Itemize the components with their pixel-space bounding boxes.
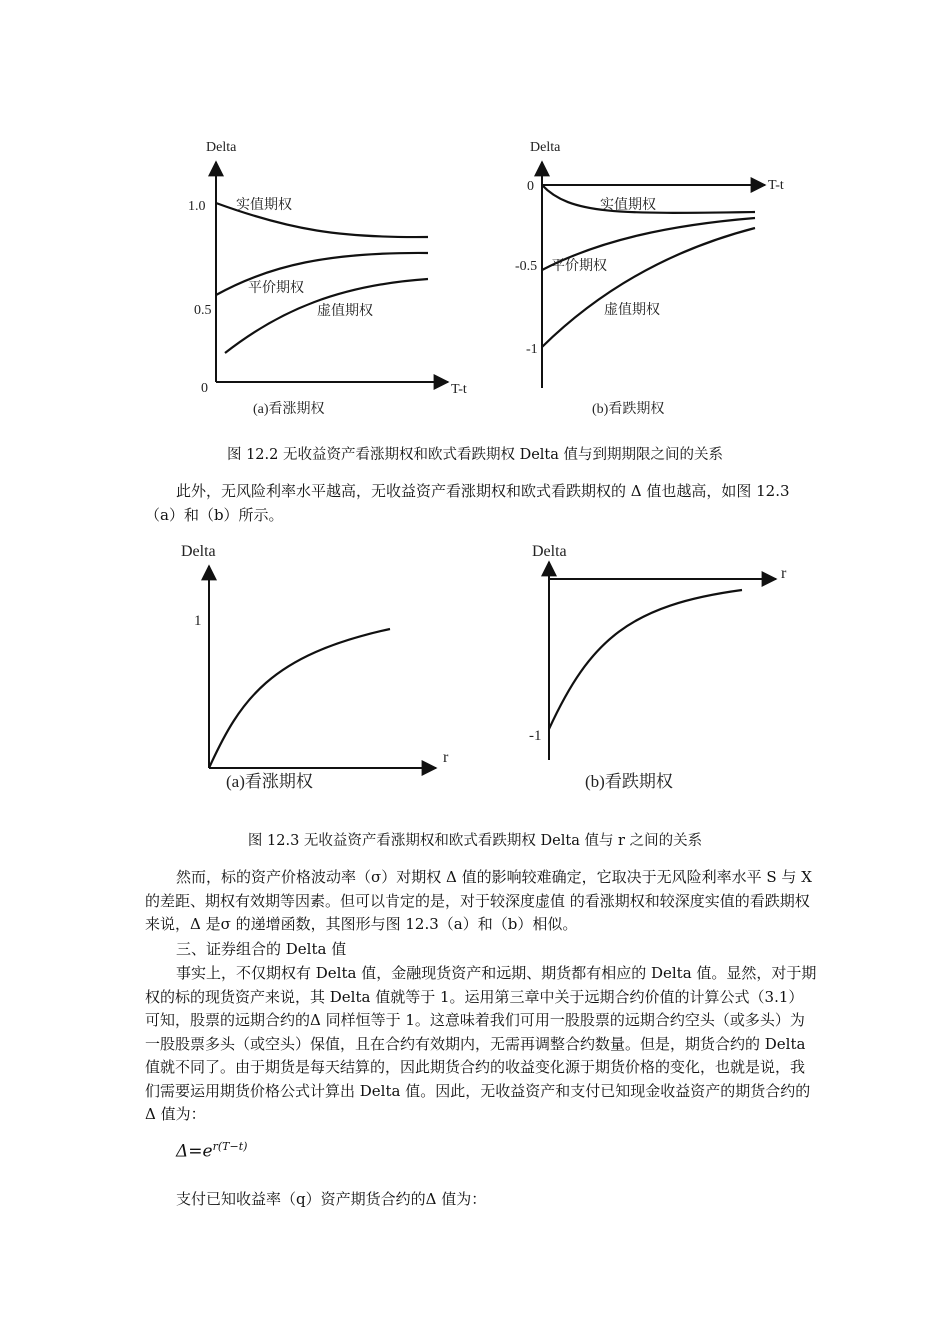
fig12-3a-xlabel: r (443, 749, 449, 766)
fig12-2b-panel-label: (b)看跌期权 (592, 402, 665, 417)
fig12-2a-otm-label: 虚值期权 (317, 304, 373, 319)
fig12-2b-otm-label: 虚值期权 (604, 303, 660, 318)
formula-lhs: Δ=e (176, 1141, 213, 1162)
paragraph-interest-rate: 此外，无风险利率水平越高，无收益资产看涨期权和欧式看跌期权的 Δ 值也越高，如图 12.3（a）和（b）所示。 (145, 482, 790, 524)
fig12-2a-xlabel: T-t (451, 382, 467, 397)
fig12-3b-panel-label: (b)看跌期权 (585, 772, 673, 791)
fig12-2a-itm-label: 实值期权 (236, 198, 292, 213)
fig12-3a-call-curve (209, 629, 390, 768)
fig12-3b-xlabel: r (781, 565, 787, 582)
section-heading-portfolio-delta: 三、证券组合的 Delta 值 (176, 940, 347, 958)
fig12-2b-itm-label: 实值期权 (600, 198, 656, 213)
fig12-2a-panel-label: (a)看涨期权 (253, 402, 325, 417)
paragraph-volatility: 然而，标的资产价格波动率（σ）对期权 Δ 值的影响较难确定，它取决于无风险利率水平 S 与 X 的差距、期权有效期等因素。但可以肯定的是，对于较深度虚值 的看涨期权和较深度实值的看跌期权来说，Δ 是σ 的递增函数，其图形与图 12.3（a）和（b）相似。 (145, 868, 812, 933)
fig12-3-caption: 图 12.3 无收益资产看涨期权和欧式看跌期权 Delta 值与 r 之间的关系 (247, 833, 703, 849)
fig12-3a-ytick-1: 1 (194, 613, 202, 629)
fig12-2b-ylabel: Delta (530, 140, 561, 155)
fig12-2a-ylabel: Delta (206, 140, 237, 155)
fig12-2a-ytick-0: 0 (201, 381, 208, 396)
fig12-3a-panel-label: (a)看涨期权 (226, 772, 313, 791)
fig12-2b-otm-curve (542, 228, 755, 347)
fig12-3a-ylabel: Delta (181, 543, 216, 560)
paragraph-futures-delta: 事实上，不仅期权有 Delta 值，金融现货资产和远期、期货都有相应的 Delta 值。显然，对于期权的标的现货资产来说，其 Delta 值就等于 1。运用第三章中关于远期合约价值的计算公式（3.1）可知，股票的远期合约的Δ 同样恒等于 1。这意味着我们可用一股股票的远期合约空头（或多头）为一股股票多头（或空头）保值，且在合约有效期内，无需再调整合约数量。但是，期货合约的 Delta 值就不同了。由于期货是每天结算的，因此期货合约的收益变化源于期货价格的变化，也就是说，我们需要运用期货价格公式计算出 Delta 值。因此，无收益资产和支付已知现金收益资产的期货合约的Δ 值为： (145, 964, 817, 1123)
fig12-2b-ytick-0: 0 (527, 179, 534, 194)
fig12-3b-put-curve (549, 590, 742, 729)
paragraph-yield-futures: 支付已知收益率（q）资产期货合约的Δ 值为： (176, 1190, 487, 1208)
formula-futures-delta (176, 1140, 247, 1162)
fig12-2a-atm-label: 平价期权 (248, 281, 304, 296)
fig12-2a-ytick-05: 0.5 (194, 303, 212, 318)
fig12-2-caption: 图 12.2 无收益资产看涨期权和欧式看跌期权 Delta 值与到期期限之间的关系 (226, 447, 724, 463)
fig12-2b-xlabel: T-t (768, 178, 784, 193)
fig12-2b-ytick-05: -0.5 (515, 259, 538, 274)
formula-exponent: r(T−t) (212, 1140, 248, 1153)
fig12-2b-atm-label: 平价期权 (551, 259, 607, 274)
fig12-3b-ylabel: Delta (532, 543, 567, 560)
fig12-3b-ytick-neg1: -1 (529, 728, 542, 744)
fig12-2a-ytick-1: 1.0 (188, 199, 206, 214)
fig12-2b-ytick-1: -1 (526, 342, 538, 357)
